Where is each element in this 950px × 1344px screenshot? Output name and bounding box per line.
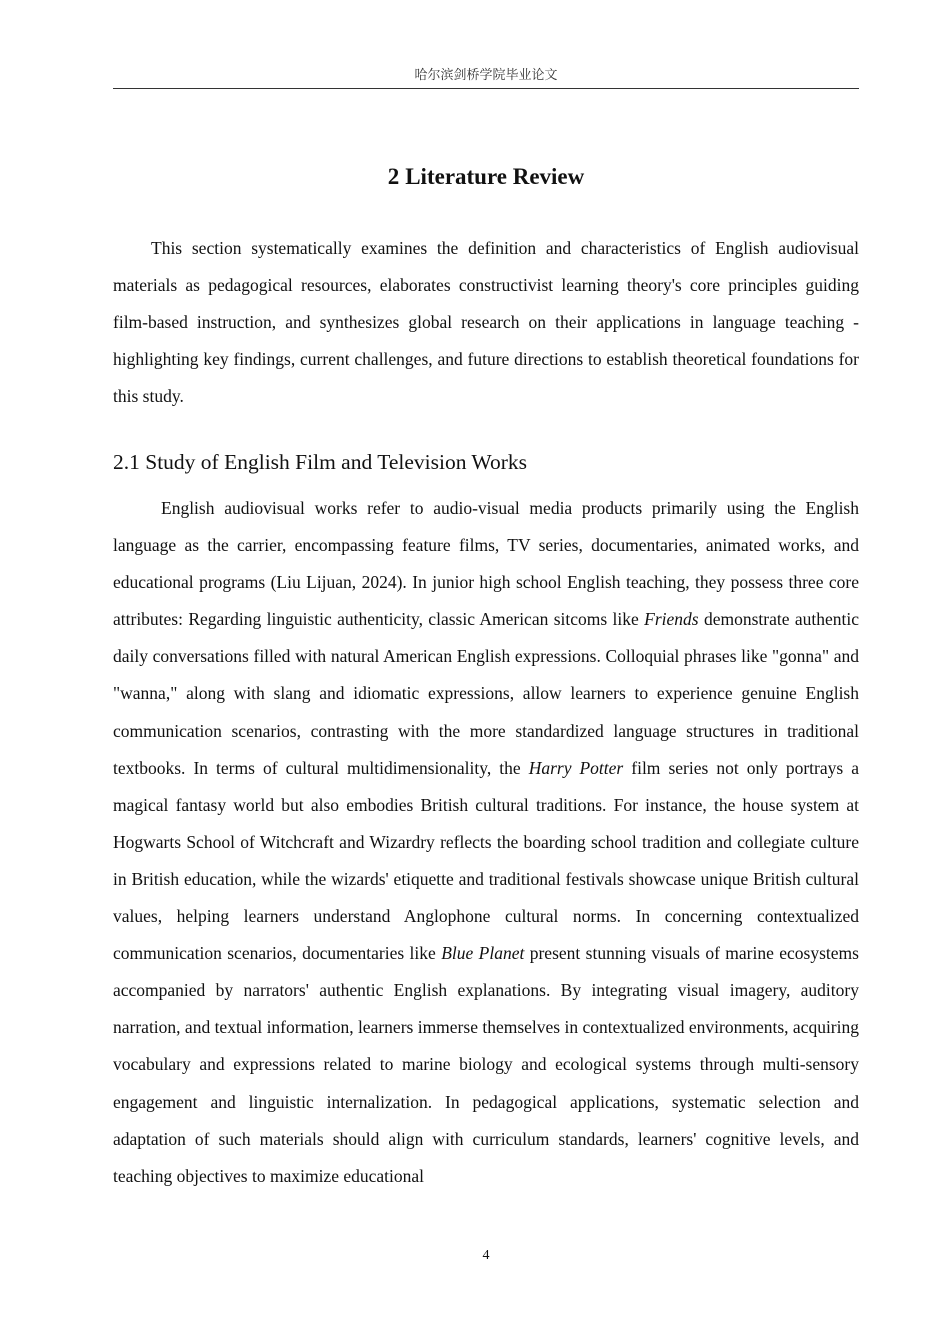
title-blue-planet: Blue Planet [441,943,525,964]
body-text-2: demonstrate authentic daily conversations filled with natural American English expressions. Colloquial phrases like "gonna" and "wanna," along with slang and idiomatic expressions, allow learners to experience genuine English communication scenarios, contrasting with the more standardized language structures in traditional textbooks. In terms of cultural multidimensionality, the [113,609,859,778]
body-paragraph [113,490,859,1195]
body-text-3: film series not only portrays a magical fantasy world but also embodies British cultural traditions. For instance, the house system at Hogwarts School of Witchcraft and Wizardry reflects the boarding school tradition and collegiate culture in British education, while the wizards' etiquette and traditional festivals showcase unique British cultural values, helping learners understand Anglophone cultural norms. In concerning contextualized communication scenarios, documentaries like [113,757,859,964]
body-text-4: present stunning visuals of marine ecosystems accompanied by narrators' authentic English explanations. By integrating visual imagery, auditory narration, and textual information, learners immerse themselves in contextualized environments, acquiring vocabulary and expressions related to marine biology and ecological systems through multi-sensory engagement and linguistic internalization. In pedagogical applications, systematic selection and adaptation of such materials should align with curriculum standards, learners' cognitive levels, and teaching objectives to maximize educational [113,943,859,1186]
section-heading [113,446,859,478]
title-friends: Friends [644,609,699,630]
chapter-title-text: Literature Review [405,164,585,189]
intro-paragraph: This section systematically examines the definition and characteristics of English audiovisual materials as pedagogical resources, elaborates constructivist learning theory's core principles guiding film-based instruction, and synthesizes global research on their applications in language teaching - highlighting key findings, current challenges, and future directions to establish theoretical foundations for this study. [113,238,859,406]
chapter-title [113,160,859,194]
running-header-title: 哈尔滨剑桥学院毕业论文 [414,68,558,83]
section-title: Study of English Film and Television Works [145,450,528,474]
chapter-number: 2 [387,164,400,189]
body-text-1: English audiovisual works refer to audio-visual media products primarily using the English language as the carrier, encompassing feature films, TV series, documentaries, animated works, and educational programs (Liu Lijuan, 2024). In junior high school English teaching, they possess three core attributes: Regarding linguistic authenticity, classic American sitcoms like [113,498,859,630]
section-number: 2.1 [113,450,140,474]
title-harry-potter: Harry Potter [528,757,624,778]
running-header [113,66,859,89]
page-number: 4 [482,1248,490,1263]
